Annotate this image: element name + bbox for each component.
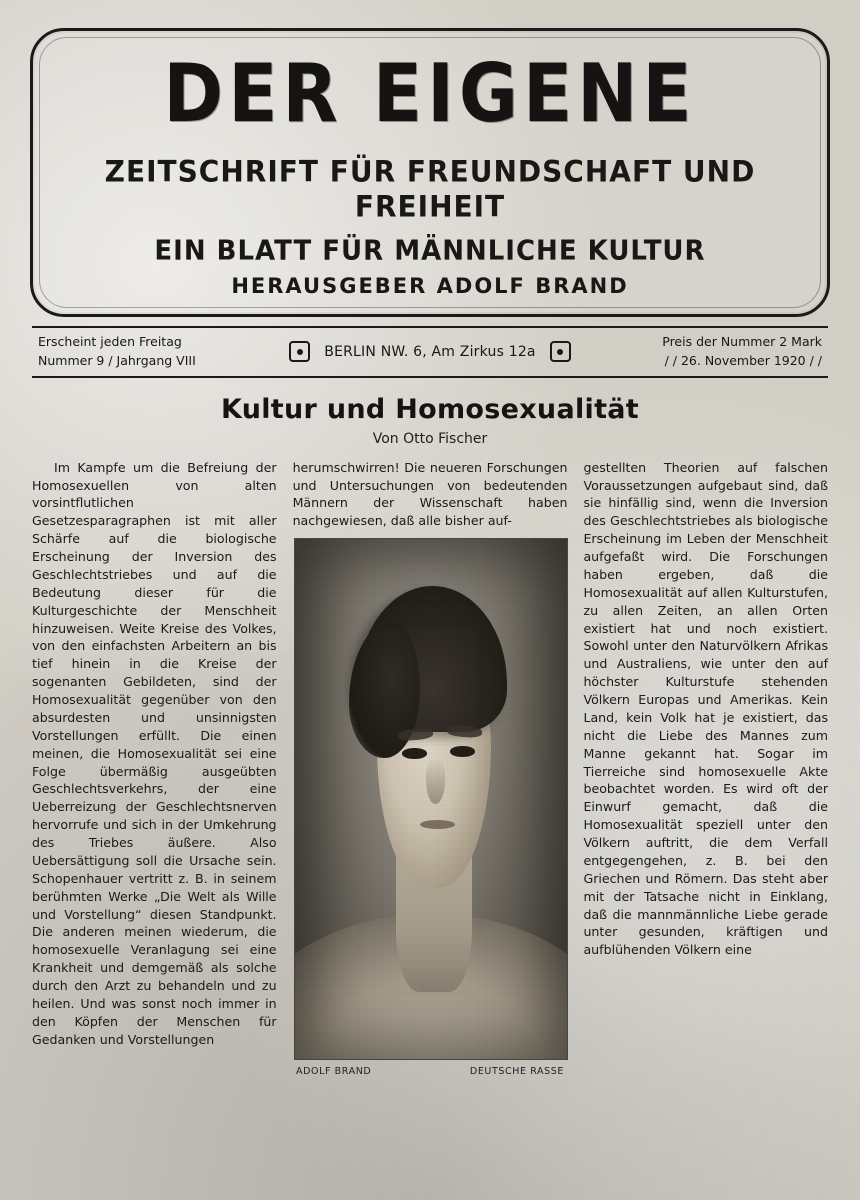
article-column-1 xyxy=(32,459,277,1049)
publication-title: DER EIGENE xyxy=(163,45,697,140)
photo-caption-left: ADOLF BRAND xyxy=(296,1066,372,1078)
issue-date: / / 26. November 1920 / / xyxy=(664,352,822,368)
article-column-2 xyxy=(293,459,568,1078)
article-columns xyxy=(32,459,828,1078)
imprint-right xyxy=(612,333,822,369)
imprint-bar xyxy=(32,326,828,377)
photo-caption-right: DEUTSCHE RASSE xyxy=(469,1066,564,1078)
publication-frequency: Erscheint jeden Freitag xyxy=(38,334,182,350)
publication-subtitle-secondary: EIN BLATT FÜR MÄNNLICHE KULTUR xyxy=(154,235,706,268)
publication-subtitle-primary: ZEITSCHRIFT FÜR FREUNDSCHAFT UND FREIHEIT xyxy=(104,154,756,225)
article-column-3-text: gestellten Theorien auf falschen Voraussetzungen aufgebaut sind, daß sie hinfällig sind, wenn die Inversion des Geschlechtstriebes als biologische Erscheinung im Leben der Menschheit aufgefaßt wird. Die Forschungen haben ergeben, daß die Homosexualität auf allen Kulturstufen, zu allen Zeiten, an allen Orten existiert hat und noch existiert. Sowohl unter den Naturvölkern Afrikas und Australiens, wie unter den auf höchster Kulturstufe stehenden Völkern Europas und Amerikas. Kein Land, kein Volk hat je existiert, das nicht die Liebe des Mannes zum Manne gekannt hat. Sogar im Tierreiche sind homosexuelle Akte beobachtet worden. Es wird oft der Einwurf gemacht, daß die Homosexualität speziell unter den Völkern auftritt, die dem Verfall entgegengehen, z. B. bei den Griechen und Römern. Das steht aber mit der Tatsache nicht in Einklang, daß die mannmännliche Liebe gerade unter gesunden, kräftigen und aufblühenden Völkern eine xyxy=(583,459,829,958)
ornament-right-icon xyxy=(550,341,571,362)
article xyxy=(32,378,828,1078)
publisher-address: BERLIN NW. 6, Am Zirkus 12a xyxy=(324,343,536,360)
masthead xyxy=(30,28,830,317)
issue-number: Nummer 9 / Jahrgang VIII xyxy=(38,352,196,368)
article-title: Kultur und Homosexualität xyxy=(220,393,640,425)
imprint-center xyxy=(248,341,612,362)
article-column-3 xyxy=(583,459,828,960)
photo-captions xyxy=(294,1060,566,1077)
imprint-left xyxy=(38,333,248,369)
portrait-photo xyxy=(294,538,568,1060)
photo-figure xyxy=(294,538,566,1077)
photo-vignette xyxy=(295,539,567,1059)
article-column-2-text: herumschwirren! Die neueren Forschungen und Untersuchungen von bedeutenden Männern der Wissenschaft haben nachgewiesen, daß alle bisher auf- xyxy=(292,459,568,529)
article-column-1-text: Im Kampfe um die Befreiung der Homosexuellen von alten vorsintflutlichen Gesetzesparagraphen ist mit aller Schärfe auf die biologische Erscheinung der Inversion des Geschlechtstriebes und auf die Bedeutung dieser für die Kulturgeschichte der Menschheit hinzuweisen. Weite Kreise des Volkes, von den einfachsten Arbeitern an bis tief hinein in die Kreise der sogenanten Gebildeten, sind der Homosexualität gegenüber von den absurdesten und unsinnigsten Vorstellungen erfüllt. Die einen meinen, die Homosexualität sei eine Folge übermäßig ausgeübten Geschlechtsverkehrs, der eine Ueberreizung der Geschlechtsnerven hervorrufe und sich in der Umkehrung des Triebes äußere. Also Uebersättigung soll die Ursache sein. Schopenhauer vertritt z. B. in seinem berühmten Werke „Die Welt als Wille und Vorstellung“ diesen Standpunkt. Die anderen meinen wiederum, die homosexuelle Veranlagung sei eine Krankheit und demgemäß als solche durch den Arzt zu behandeln und zu heilen. Und was sonst noch immer in den Köpfen der Menschen für Gedanken und Vorstellungen xyxy=(32,459,277,1047)
publisher-line: HERAUSGEBER ADOLF BRAND xyxy=(231,274,629,299)
ornament-left-icon xyxy=(289,341,310,362)
issue-price: Preis der Nummer 2 Mark xyxy=(662,334,822,350)
article-byline: Von Otto Fischer xyxy=(372,430,488,447)
